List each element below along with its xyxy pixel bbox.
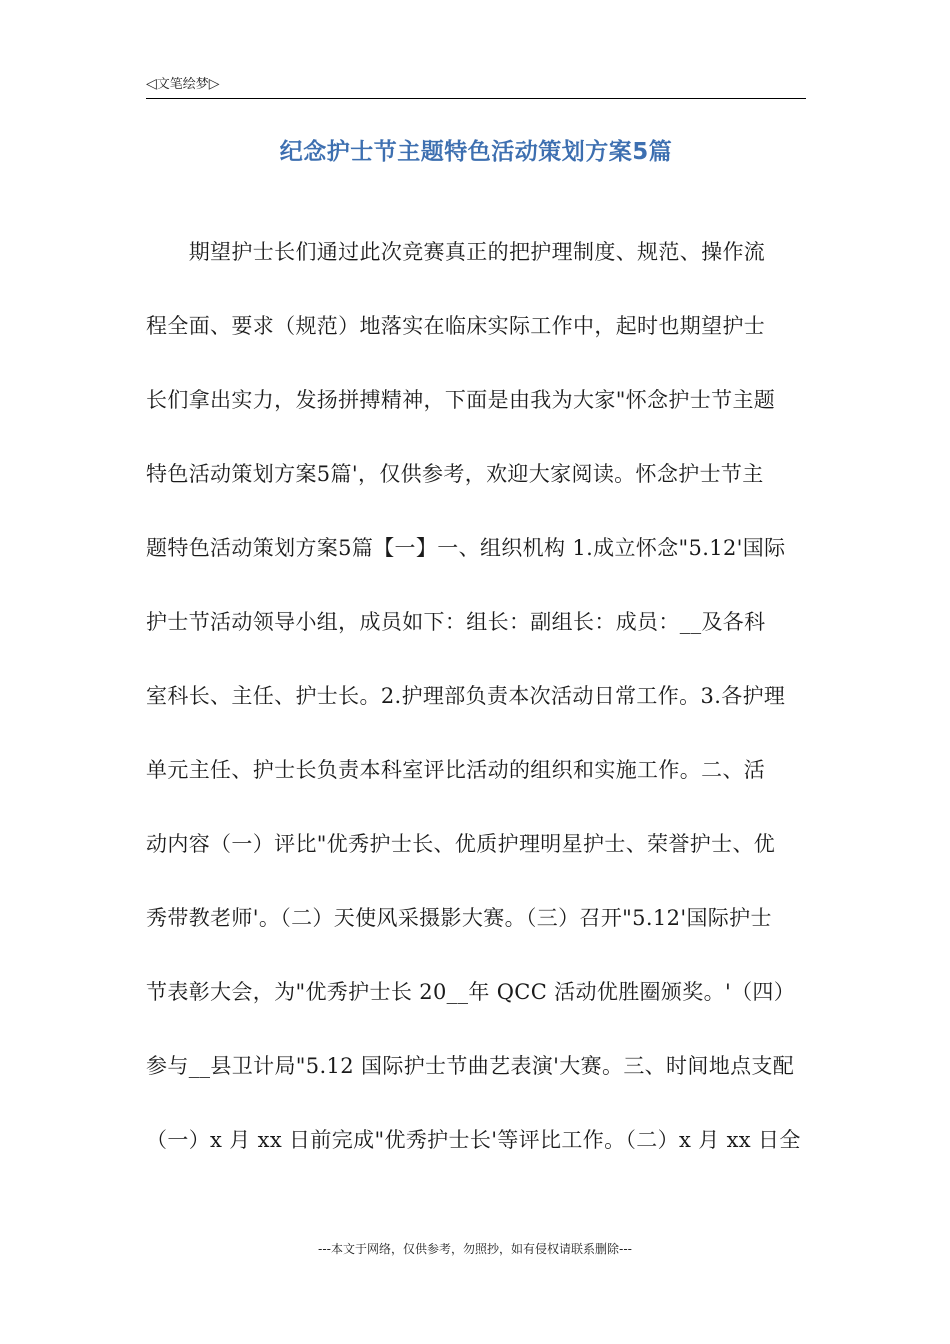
page-header [146,74,806,99]
body-line: （一）x 月 xx 日前完成"优秀护士长'等评比工作。（二）x 月 xx 日全 [146,1128,801,1152]
body-line: 动内容（一）评比"优秀护士长、优质护理明星护士、荣誉护士、优 [146,832,776,856]
body-paragraph [146,230,806,1192]
document-title: 纪念护士节主题特色活动策划方案5篇 [279,139,673,165]
body-line: 期望护士长们通过此次竞赛真正的把护理制度、规范、操作流 [146,240,766,264]
body-line: 单元主任、护士长负责本科室评比活动的组织和实施工作。二、活 [146,758,766,782]
body-line: 程全面、要求（规范）地落实在临床实际工作中，起时也期望护士 [146,314,766,338]
header-brand-text: 文笔绘梦 [156,77,209,92]
left-triangle-icon: ◁ [146,76,157,92]
body-line: 秀带教老师'。（二）天使风采摄影大赛。（三）召开"5.12'国际护士 [146,906,772,930]
body-line: 节表彰大会，为"优秀护士长 20__年 QCC 活动优胜圈颁奖。'（四） [146,980,796,1004]
body-line: 室科长、主任、护士长。2.护理部负责本次活动日常工作。3.各护理 [146,684,786,708]
right-triangle-icon: ▷ [208,76,220,92]
body-line: 参与__县卫计局"5.12 国际护士节曲艺表演'大赛。三、时间地点支配 [146,1054,795,1078]
body-line: 题特色活动策划方案5篇【一】一、组织机构 1.成立怀念"5.12'国际 [146,536,786,560]
body-line: 护士节活动领导小组，成员如下：组长：副组长：成员：__及各科 [146,610,766,634]
header-brand [146,74,220,95]
body-line: 特色活动策划方案5篇'，仅供参考，欢迎大家阅读。怀念护士节主 [146,462,764,486]
page-footer: ---本文于网络，仅供参考，勿照抄，如有侵权请联系删除--- [318,1242,632,1256]
body-line: 长们拿出实力，发扬拼搏精神，下面是由我为大家"怀念护士节主题 [146,388,776,412]
